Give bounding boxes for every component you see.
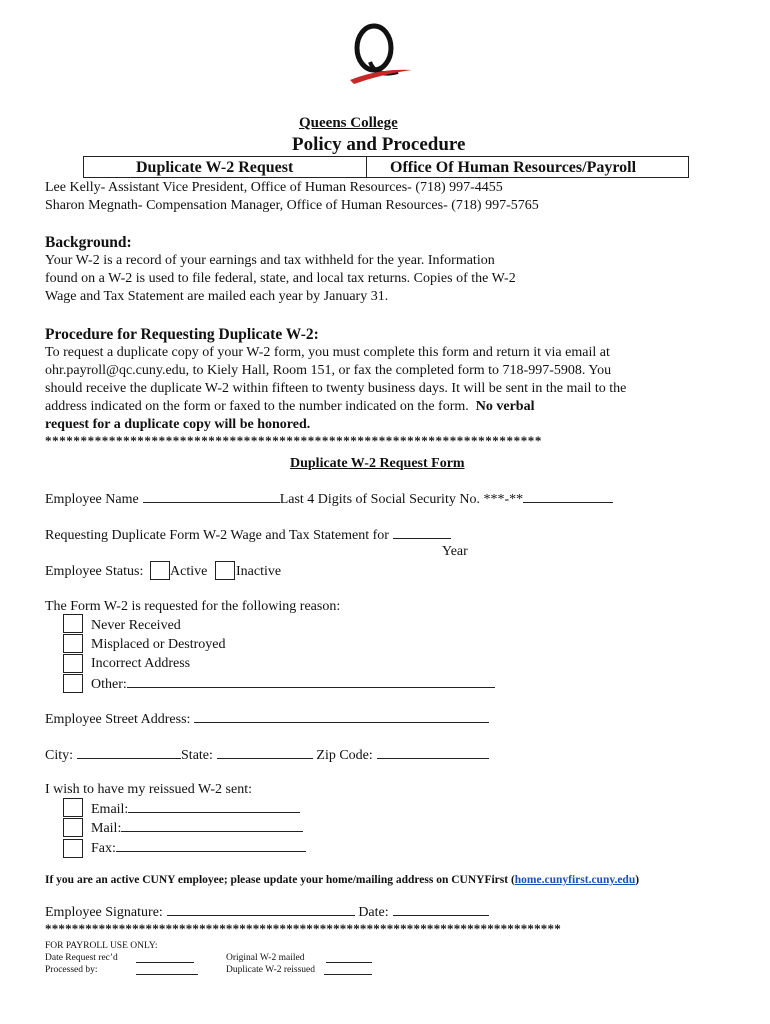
zip-field[interactable]	[377, 746, 489, 759]
contact-line: Lee Kelly- Assistant Vice President, Office of Human Resources- (718) 997-4455	[45, 180, 503, 195]
payroll-heading: FOR PAYROLL USE ONLY:	[45, 941, 158, 951]
no-verbal-text: No verbal	[475, 399, 535, 414]
sent-email-field[interactable]	[128, 800, 300, 813]
state-field[interactable]	[217, 746, 313, 759]
street-row	[45, 710, 489, 729]
reason-other-field[interactable]	[127, 675, 495, 688]
procedure-line-last	[45, 398, 534, 416]
sent-fax-field[interactable]	[116, 839, 306, 852]
payroll-date-request: Date Request rec’d	[45, 953, 118, 963]
sent-mail-field[interactable]	[121, 819, 303, 832]
separator-stars: **********************************************************************	[45, 433, 542, 448]
year-label: Year	[442, 544, 468, 559]
form-title: Duplicate W-2 Request Form	[290, 456, 465, 471]
sent-intro: I wish to have my reissued W-2 sent:	[45, 782, 252, 797]
employee-name-row	[45, 490, 613, 509]
queens-college-logo	[340, 22, 420, 88]
reason-other-checkbox[interactable]	[63, 674, 83, 693]
zip-label: Zip Code:	[316, 748, 373, 763]
signature-field[interactable]	[167, 903, 355, 916]
year-field[interactable]	[393, 526, 451, 539]
no-verbal-text-2: request for a duplicate copy will be honored.	[45, 417, 311, 432]
payroll-original-mailed-field[interactable]	[326, 952, 372, 963]
reason-label: Misplaced or Destroyed	[91, 637, 226, 652]
procedure-line: should receive the duplicate W-2 within fifteen to twenty business days. It will be sent in the mail to the	[45, 381, 627, 396]
notice-close: )	[635, 874, 640, 886]
status-label: Employee Status:	[45, 564, 144, 579]
sent-fax-row	[91, 839, 306, 858]
date-field[interactable]	[393, 903, 489, 916]
contact-line: Sharon Megnath- Compensation Manager, Office of Human Resources- (718) 997-5765	[45, 198, 539, 213]
street-label: Employee Street Address:	[45, 712, 191, 727]
sent-option-label: Fax:	[91, 841, 116, 856]
payroll-duplicate-reissued: Duplicate W-2 reissued	[226, 965, 315, 975]
policy-title: Policy and Procedure	[292, 134, 466, 155]
city-label: City:	[45, 748, 74, 763]
reason-intro: The Form W-2 is requested for the following reason:	[45, 599, 341, 614]
college-name: Queens College	[299, 115, 398, 131]
reason-incorrect-address-checkbox[interactable]	[63, 654, 83, 673]
status-active-label: Active	[170, 564, 208, 579]
background-heading: Background:	[45, 234, 132, 251]
reason-label: Other:	[91, 677, 127, 692]
street-field[interactable]	[194, 710, 489, 723]
sent-email-row	[91, 800, 300, 819]
title-box-left: Duplicate W-2 Request	[136, 159, 294, 176]
sent-fax-checkbox[interactable]	[63, 839, 83, 858]
background-line: found on a W-2 is used to file federal, state, and local tax returns. Copies of the W-2	[45, 271, 516, 286]
notice-text: If you are an active CUNY employee; please update your home/mailing address on CUNYFirst (	[45, 874, 515, 886]
sent-option-label: Mail:	[91, 821, 122, 836]
title-box	[83, 156, 689, 178]
cunyfirst-link[interactable]: home.cunyfirst.cuny.edu	[514, 874, 636, 886]
title-box-right: Office Of Human Resources/Payroll	[390, 159, 637, 176]
reason-label: Incorrect Address	[91, 656, 191, 671]
date-label: Date:	[358, 905, 389, 920]
sent-mail-row	[91, 819, 303, 838]
background-line: Your W-2 is a record of your earnings and tax withheld for the year. Information	[45, 253, 495, 268]
city-field[interactable]	[77, 746, 181, 759]
payroll-original-mailed: Original W-2 mailed	[226, 953, 305, 963]
city-state-zip-row	[45, 746, 489, 765]
ssn-label: Last 4 Digits of Social Security No. ***-**	[279, 492, 524, 507]
state-label: State:	[181, 748, 213, 763]
payroll-duplicate-reissued-field[interactable]	[324, 964, 372, 975]
employee-name-label: Employee Name	[45, 492, 139, 507]
separator-stars: *****************************************************************************	[45, 921, 561, 936]
payroll-processed-by-field[interactable]	[136, 964, 198, 975]
ssn-field[interactable]	[523, 490, 613, 503]
sent-option-label: Email:	[91, 802, 129, 817]
payroll-processed-by: Processed by:	[45, 965, 98, 975]
reason-never-received-checkbox[interactable]	[63, 614, 83, 633]
status-active-checkbox[interactable]	[150, 561, 170, 580]
procedure-line: ohr.payroll@qc.cuny.edu, to Kiely Hall, Room 151, or fax the completed form to 718-997-5908. You	[45, 363, 612, 378]
procedure-heading: Procedure for Requesting Duplicate W-2:	[45, 326, 319, 343]
background-line: Wage and Tax Statement are mailed each year by January 31.	[45, 289, 389, 304]
payroll-date-request-field[interactable]	[136, 952, 194, 963]
signature-row	[45, 903, 489, 922]
reason-label: Never Received	[91, 618, 181, 633]
procedure-line: To request a duplicate copy of your W-2 form, you must complete this form and return it via email at	[45, 345, 610, 360]
sent-mail-checkbox[interactable]	[63, 818, 83, 837]
signature-label: Employee Signature:	[45, 905, 163, 920]
procedure-line: address indicated on the form or faxed to the number indicated on the form.	[45, 399, 469, 414]
status-inactive-checkbox[interactable]	[215, 561, 235, 580]
requesting-label: Requesting Duplicate Form W-2 Wage and Tax Statement for	[45, 528, 389, 543]
employee-name-field[interactable]	[143, 490, 280, 503]
reason-misplaced-checkbox[interactable]	[63, 634, 83, 653]
sent-email-checkbox[interactable]	[63, 798, 83, 817]
cunyfirst-notice	[45, 873, 639, 888]
reason-other-row	[91, 675, 495, 694]
status-inactive-label: Inactive	[236, 564, 282, 579]
title-box-divider	[366, 157, 367, 177]
requesting-row	[45, 526, 451, 545]
